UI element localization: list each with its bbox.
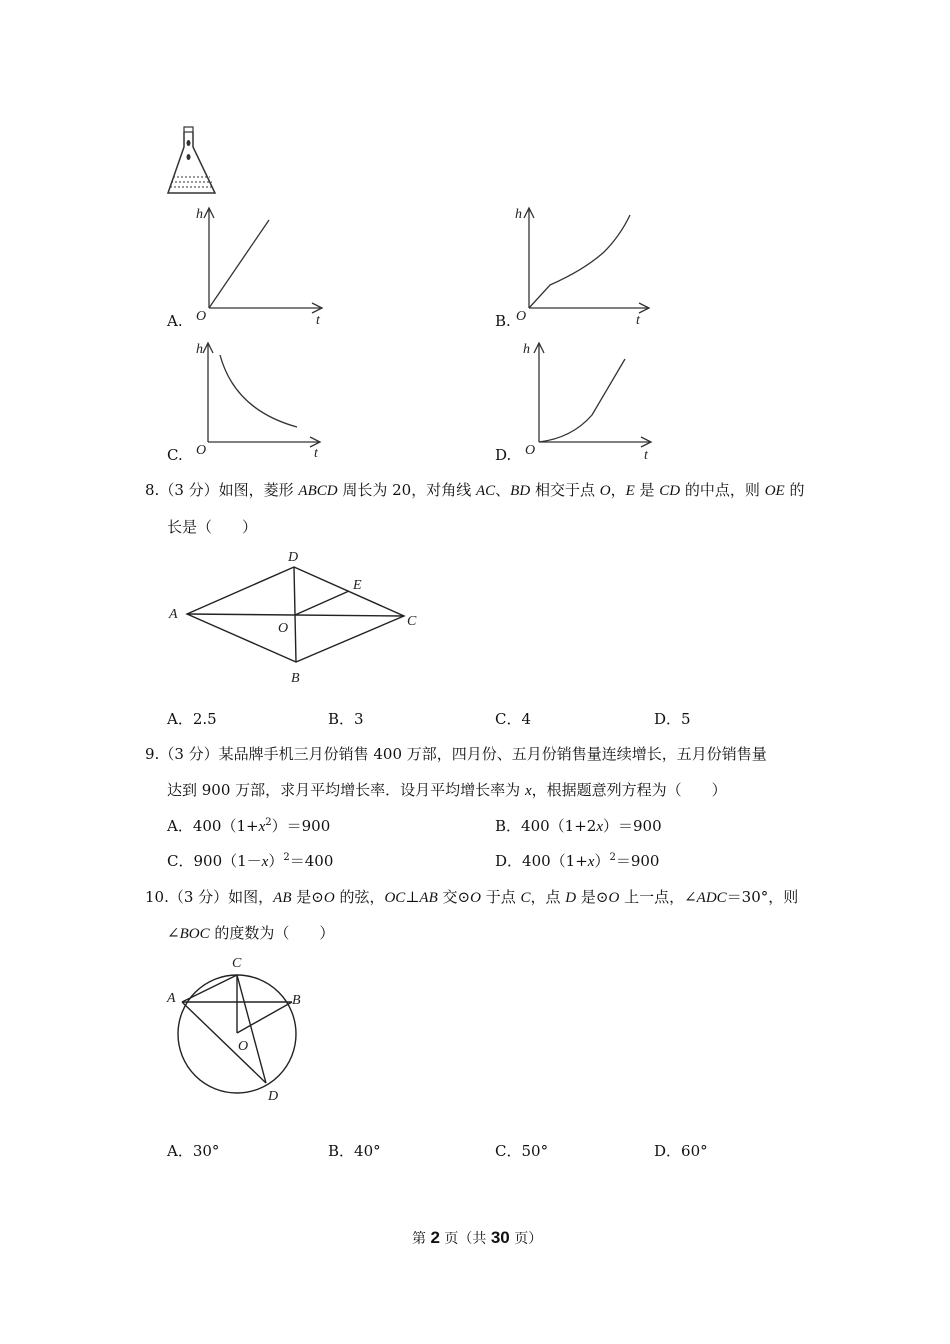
axis-t-label: t [316, 313, 320, 328]
text: ⊥ [405, 888, 420, 906]
text: 400（1+ [522, 852, 588, 870]
option-letter: B． [328, 1142, 355, 1160]
text: 上一点，∠ [619, 888, 697, 906]
option-letter: D． [654, 1142, 682, 1160]
var-x: x [596, 819, 603, 835]
option-a[interactable] [167, 708, 217, 729]
origin-label: O [516, 309, 527, 324]
q8-line1 [145, 479, 804, 500]
q9-option-c[interactable]: C．$900(1-x)^2=400$ [167, 852, 334, 870]
var-x: x [524, 783, 532, 799]
question-number: 10. [145, 888, 169, 906]
option-text: 50° [521, 1142, 549, 1160]
var-c: C [520, 890, 531, 906]
axis-h-label: h [196, 342, 203, 357]
var-boc: BOC [179, 926, 210, 942]
var-x: x [258, 819, 266, 835]
q9-line2 [167, 779, 727, 800]
label-d: D [288, 550, 299, 565]
text: ）＝900 [271, 817, 331, 835]
text: ＝400 [289, 852, 334, 870]
label-e: E [353, 578, 362, 593]
text: 的 [784, 481, 805, 499]
text: ，点 [530, 888, 566, 906]
var-x: x [261, 854, 269, 870]
question-number: 9. [145, 745, 160, 763]
q9-line1 [145, 743, 767, 764]
option-b[interactable] [328, 708, 364, 729]
option-text: 4 [521, 710, 532, 728]
option-text: 2.5 [192, 710, 217, 728]
option-letter: B． [495, 817, 522, 835]
exponent: 2 [609, 852, 616, 863]
text: （3 分）如图， [168, 888, 274, 906]
page-footer [412, 1228, 542, 1248]
text: 、 [495, 481, 511, 499]
text: 是⊙ [291, 888, 324, 906]
q9-option-a[interactable] [167, 815, 330, 836]
text: 的中点，则 [680, 481, 765, 499]
option-c[interactable] [495, 1140, 548, 1161]
option-letter: D. [495, 446, 512, 464]
score: （3 分） [159, 481, 219, 499]
text: 达到 900 万部，求月平均增长率．设月平均增长率为 [167, 781, 525, 799]
text: 的弦， [334, 888, 385, 906]
q8-line2: 长是（ ） [167, 518, 258, 536]
rhombus-figure [165, 545, 425, 690]
text: ，根据题意列方程为（ ） [531, 781, 727, 799]
axis-t-label: t [636, 313, 640, 328]
text: 400（1+ [192, 817, 259, 835]
text: 交⊙ [437, 888, 471, 906]
option-d[interactable] [654, 1140, 708, 1161]
text: ， [610, 481, 626, 499]
option-letter: C. [167, 446, 183, 464]
option-letter: A． [167, 1142, 193, 1160]
text: 于点 [480, 888, 521, 906]
var-ab: AB [273, 890, 292, 906]
graph-c [190, 335, 335, 465]
text: 是⊙ [576, 888, 609, 906]
text: ）＝900 [603, 817, 662, 835]
var-e: E [625, 483, 635, 499]
option-letter: C． [167, 852, 194, 870]
text: 页（共 [439, 1231, 491, 1247]
option-letter: B． [328, 710, 355, 728]
graph-b [512, 200, 657, 330]
axis-h-label: h [523, 342, 530, 357]
text: ＝900 [615, 852, 660, 870]
option-letter: C． [495, 1142, 522, 1160]
var-o: O [323, 890, 335, 906]
option-text: 30° [192, 1142, 220, 1160]
var-o: O [608, 890, 620, 906]
option-letter: B. [495, 312, 511, 330]
option-c[interactable] [495, 708, 531, 729]
q9-option-b[interactable] [495, 815, 662, 836]
var-adc: ADC [696, 890, 727, 906]
text: ＝30°，则 [726, 888, 799, 906]
graph-d [512, 335, 657, 465]
exponent: 2 [265, 817, 272, 828]
question-number: 8. [145, 481, 160, 499]
text: 的度数为（ ） [209, 924, 335, 942]
label-c: C [407, 614, 417, 629]
var-o: O [470, 890, 481, 906]
option-letter: D． [495, 852, 523, 870]
q10-line1 [145, 886, 798, 907]
text: 900（1－ [193, 852, 262, 870]
text: 页） [509, 1231, 543, 1247]
var-o: O [599, 483, 611, 499]
option-text: 40° [354, 1142, 381, 1160]
text: 第 [412, 1231, 431, 1247]
var-oe: OE [764, 483, 785, 499]
label-b: B [292, 993, 301, 1008]
label-c: C [232, 956, 242, 971]
axis-h-label: h [515, 207, 522, 222]
axis-h-label: h [196, 207, 203, 222]
option-text: 3 [354, 710, 364, 728]
label-o: O [238, 1039, 249, 1054]
var-oc: OC [384, 890, 406, 906]
graph-a [190, 200, 335, 330]
label-a: A [169, 607, 178, 622]
var-ac: AC [475, 483, 496, 499]
var-bd: BD [510, 483, 531, 499]
axis-t-label: t [644, 448, 648, 463]
page-total: 30 [490, 1228, 510, 1247]
option-letter: C． [495, 710, 522, 728]
text: （3 分）某品牌手机三月份销售 400 万部，四月份、五月份销售量连续增长，五月份销售量 [159, 745, 767, 763]
flask-image [165, 125, 220, 197]
var-abcd: ABCD [298, 483, 338, 499]
q10-line2 [167, 922, 334, 943]
page-number: 2 [430, 1228, 440, 1247]
option-a[interactable] [167, 1140, 219, 1161]
origin-label: O [196, 443, 207, 458]
option-letter: D． [654, 710, 682, 728]
label-b: B [291, 671, 300, 686]
label-d: D [268, 1089, 279, 1104]
var-ab: AB [419, 890, 438, 906]
text: 400（1+2 [521, 817, 597, 835]
option-letter: A． [167, 817, 193, 835]
text: 如图，菱形 [218, 481, 299, 499]
q9-option-d[interactable]: D．$400(1+x)^2=900$ [495, 852, 660, 870]
axis-t-label: t [314, 446, 318, 461]
circle-figure [165, 950, 325, 1110]
option-letter: A. [167, 312, 183, 330]
origin-label: O [196, 309, 207, 324]
var-x: x [587, 854, 595, 870]
label-o: O [278, 621, 289, 636]
exponent: 2 [283, 852, 290, 863]
text: 是 [634, 481, 660, 499]
option-text: 5 [681, 710, 691, 728]
origin-label: O [525, 443, 536, 458]
option-text: 60° [681, 1142, 708, 1160]
text: 相交于点 [530, 481, 600, 499]
option-b[interactable] [328, 1140, 381, 1161]
var-cd: CD [659, 483, 681, 499]
var-d: D [565, 890, 577, 906]
option-d[interactable] [654, 708, 691, 729]
label-a: A [167, 991, 176, 1006]
text: ∠ [167, 924, 180, 942]
option-letter: A． [167, 710, 193, 728]
text: 周长为 20，对角线 [337, 481, 476, 499]
